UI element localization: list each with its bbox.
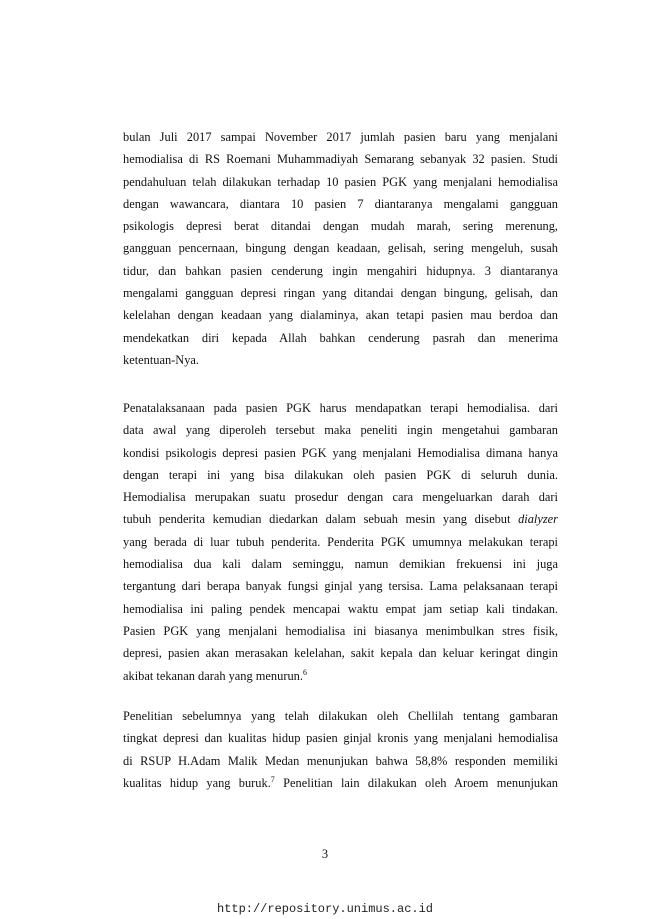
citation-superscript: 6: [302, 667, 307, 677]
paragraph-2: [123, 397, 558, 687]
text-segment: tubuh penderita kemudian diedarkan dalam sebuah mesin yang disebut: [123, 512, 511, 527]
text-line: dengan terapi ini yang bisa dilakukan oleh pasien PGK di seluruh dunia.: [123, 467, 558, 482]
text-line: di RSUP H.Adam Malik Medan menunjukan bahwa 58,8% responden memiliki: [123, 753, 558, 768]
text-line: hemodialisa di RS Roemani Muhammadiyah Semarang sebanyak 32 pasien. Studi: [123, 152, 558, 167]
text-line: yang berada di luar tubuh penderita. Penderita PGK umumnya melakukan terapi: [123, 534, 558, 549]
page-number: 3: [321, 847, 329, 861]
text-line-with-citation: [123, 772, 558, 794]
text-line: dengan wawancara, diantara 10 pasien 7 diantaranya mengalami gangguan: [123, 196, 558, 211]
text-line: Hemodialisa merupakan suatu prosedur dengan cara mengeluarkan darah dari: [123, 490, 558, 505]
text-line: tergantung dari berapa banyak fungsi ginjal yang tersisa. Lama pelaksanaan terapi: [123, 579, 558, 594]
text-line: gangguan pencernaan, bingung dengan keadaan, gelisah, sering mengeluh, susah: [123, 241, 558, 256]
text-line: bulan Juli 2017 sampai November 2017 jumlah pasien baru yang menjalani: [123, 130, 558, 144]
text-line: kondisi psikologis depresi pasien PGK yang menjalani Hemodialisa dimana hanya: [123, 445, 558, 460]
text-line: mendekatkan diri kepada Allah bahkan cenderung pasrah dan menerima: [123, 330, 558, 345]
text-line: tingkat depresi dan kualitas hidup pasien ginjal kronis yang menjalani hemodialisa: [123, 731, 558, 746]
footer-url[interactable]: http://repository.unimus.ac.id: [216, 902, 434, 916]
paragraph-1: [123, 126, 558, 371]
text-line: data awal yang diperoleh tersebut maka peneliti ingin mengetahui gambaran: [123, 423, 558, 438]
text-line: mengalami gangguan depresi ringan yang ditandai dengan bingung, gelisah, dan: [123, 286, 558, 301]
text-line-with-citation: [123, 665, 558, 687]
text-line: Penatalaksanaan pada pasien PGK harus mendapatkan terapi hemodialisa. dari: [123, 401, 558, 415]
text-segment: kualitas hidup yang buruk.: [123, 775, 271, 790]
text-segment: Penelitian lain dilakukan oleh Aroem menunjukan: [283, 775, 558, 790]
text-line: Penelitian sebelumnya yang telah dilakukan oleh Chellilah tentang gambaran: [123, 709, 558, 723]
text-line: hemodialisa ini paling pendek mencapai waktu empat jam setiap kali tindakan.: [123, 601, 558, 616]
text-line: depresi, pasien akan merasakan kelelahan, sakit kepala dan keluar keringat dingin: [123, 646, 558, 661]
text-line: tidur, dan bahkan pasien cenderung ingin mengahiri hidupnya. 3 diantaranya: [123, 263, 558, 278]
text-line: kelelahan dengan keadaan yang dialaminya, akan tetapi pasien mau berdoa dan: [123, 308, 558, 323]
text-line: pendahuluan telah dilakukan terhadap 10 pasien PGK yang menjalani hemodialisa: [123, 174, 558, 189]
paragraph-3: [123, 705, 558, 794]
text-segment: akibat tekanan darah yang menurun.: [123, 668, 303, 683]
text-line: Pasien PGK yang menjalani hemodialisa ini biasanya menimbulkan stres fisik,: [123, 623, 558, 638]
text-line: psikologis depresi berat ditandai dengan mudah marah, sering merenung,: [123, 219, 558, 234]
text-line-with-italic-term: [123, 508, 558, 530]
text-line: ketentuan-Nya.: [123, 352, 200, 367]
citation-superscript: 7: [270, 774, 275, 784]
text-line: hemodialisa dua kali dalam seminggu, namun demikian frekuensi ini juga: [123, 557, 558, 572]
italic-term: dialyzer: [518, 512, 558, 527]
